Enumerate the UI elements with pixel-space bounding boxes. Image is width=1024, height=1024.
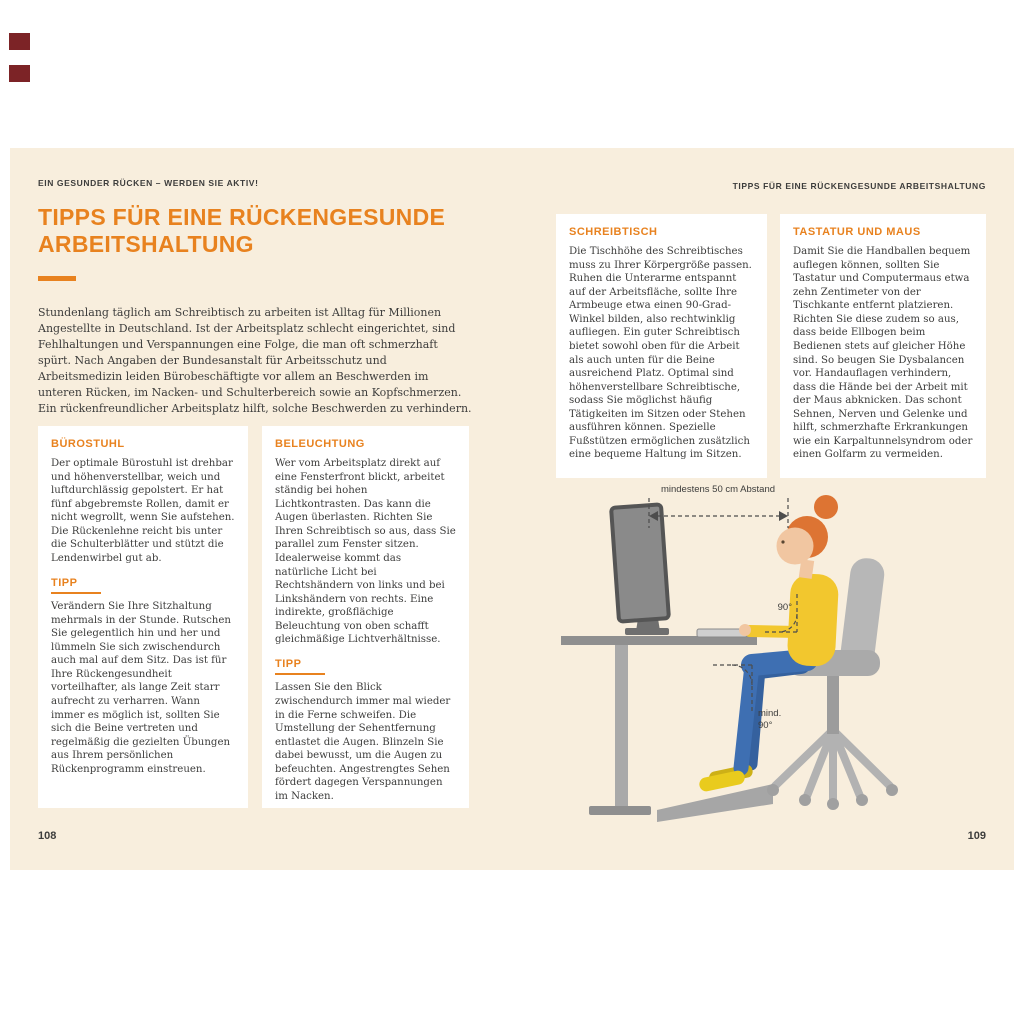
card-body-tastatur: Damit Sie die Handballen bequem auflegen können, sollten Sie Tastatur und Computermaus etwa zehn Zentimeter von der Tischkante entfernt platzieren. Richten Sie diese zudem so aus, dass beide Ellbogen beim Bedienen stets auf gleicher Höhe sind. So beugen Sie Dysbalancen vor. Handauflagen verhindern, dass die Hände bei der Arbeit mit der Maus abknicken. Das schont Sehnen, Nerven und Gelenke und hilft, schmerzhafte Erkrankungen wie ein Karpaltunnelsyndrom oder einen Golfarm zu vermeiden. (793, 246, 973, 461)
card-body-buerostuhl: Der optimale Bürostuhl ist drehbar und höhenverstellbar, weich und luftdurchlässig gepolstert. Er hat fünf abgebremste Rollen, damit er nicht wegrollt, wenn Sie aufstehen. Die Rückenlehne reicht bis unter die Schulterblätter und stützt die Lendenwirbel gut ab. (51, 458, 235, 564)
card-body-beleuchtung: Wer vom Arbeitsplatz direkt auf eine Fensterfront blickt, arbeitet ständig bei hohen Lichtkontrasten. Das kann die Augen überlasten. Richten Sie Ihren Schreibtisch so aus, dass Sie parallel zum Fenster sitzen. Idealerweise kommt das natürliche Licht bei Rechtshändern von links und bei Linkshändern von rechts. Eine indirekte, großflächige Beleuchtung von oben schafft gleichmäßige Lichtverhältnisse. (275, 458, 456, 646)
arrow-right-icon (779, 511, 788, 521)
knee-angle-label-line2: 90° (758, 720, 773, 731)
card-body-schreibtisch: Die Tischhöhe des Schreibtisches muss zu Ihrer Körpergröße passen. Ruhen die Unterarme entspannt auf der Arbeitsfläche, sollte Ihre Armbeuge etwa einen 90-Grad-Winkel bilden, also rechtwinklig aufliegen. Ein guter Schreibtisch bietet sowohl oben für die Arbeit als auch unten für die Beine ausreichend Platz. Optimal sind höhenverstellbare Schreibtische, sodass Sie möglichst häufig Tätigkeiten im Sitzen oder Stehen ausführen können. Spezielle Fußstützen ermöglichen zusätzlich eine bequeme Haltung im Sitzen. (569, 246, 752, 461)
card-buerostuhl (38, 426, 248, 808)
card-heading-schreibtisch: SCHREIBTISCH (569, 226, 658, 238)
card-schreibtisch (556, 214, 767, 478)
card-heading-tastatur: TASTATUR UND MAUS (793, 226, 921, 238)
tip-label-buerostuhl: TIPP (51, 576, 78, 589)
monitor-icon (611, 504, 669, 635)
decorative-red-square-bottom (9, 65, 30, 82)
running-header-left: EIN GESUNDER RÜCKEN – WERDEN SIE AKTIV! (38, 178, 259, 188)
card-beleuchtung (262, 426, 469, 808)
tip-body-buerostuhl: Verändern Sie Ihre Sitzhaltung mehrmals in der Stunde. Rutschen Sie gelegentlich hin und her und lümmeln Sie sich zwischendurch auch mal auf dem Sitz. Das ist für Ihre Rückengesundheit vorteilhafter, als lange Zeit starr aufrecht zu verharren. Wann immer es möglich ist, sollten Sie sich die Beine vertreten und regelmäßig die gezielten Übungen aus Ihrem persönlichen Rückenprogramm einstreuen. (51, 601, 231, 775)
distance-label: mindestens 50 cm Abstand (660, 484, 776, 495)
page-number-right: 109 (967, 830, 986, 842)
page-number-left: 108 (38, 830, 57, 842)
book-spread (10, 148, 1014, 870)
distance-annotation (649, 498, 788, 528)
tip-label-beleuchtung: TIPP (275, 657, 302, 670)
ergonomics-illustration (545, 478, 995, 830)
card-heading-beleuchtung: BELEUCHTUNG (275, 438, 365, 450)
intro-paragraph: Stundenlang täglich am Schreibtisch zu arbeiten ist Alltag für Millionen Angestellte in Deutschland. Ist der Arbeitsplatz schlecht eingerichtet, sind Fehlhaltungen und Verspannungen eine Folge, die man oft schmerzhaft spürt. Nach Angaben der Bundesanstalt für Arbeitsschutz und Arbeitsmedizin leiden Bürobeschäftigte vor allem an Beschwerden im unteren Rücken, im Nacken- und Schulterbereich sowie an Kopfschmerzen. Ein rückenfreundlicher Arbeitsplatz hilft, solche Beschwerden zu verhindern. (38, 306, 472, 415)
elbow-angle-label: 90° (777, 602, 792, 613)
card-tastatur-und-maus (780, 214, 986, 478)
card-heading-buerostuhl: BÜROSTUHL (51, 438, 125, 450)
title-accent-dash (38, 276, 76, 281)
tip-body-beleuchtung: Lassen Sie den Blick zwischendurch immer mal wieder in die Ferne schweifen. Die Umstellung der Sehentfernung entlastet die Augen. Blinzeln Sie dabei bewusst, um die Augen zu befeuchten. Angestrengtes Sehen fördert dagegen Verspannungen im Nacken. (275, 682, 451, 802)
page-title: TIPPS FÜR EINE RÜCKENGESUNDE ARBEITSHALTUNG (38, 204, 446, 258)
knee-angle-label-line1: mind. (758, 708, 782, 719)
tip-underline (51, 592, 101, 595)
decorative-red-square-top (9, 33, 30, 50)
desk (561, 636, 757, 815)
tip-underline (275, 673, 325, 676)
footrest (657, 784, 773, 822)
running-header-right: TIPPS FÜR EINE RÜCKENGESUNDE ARBEITSHALTUNG (732, 181, 986, 191)
